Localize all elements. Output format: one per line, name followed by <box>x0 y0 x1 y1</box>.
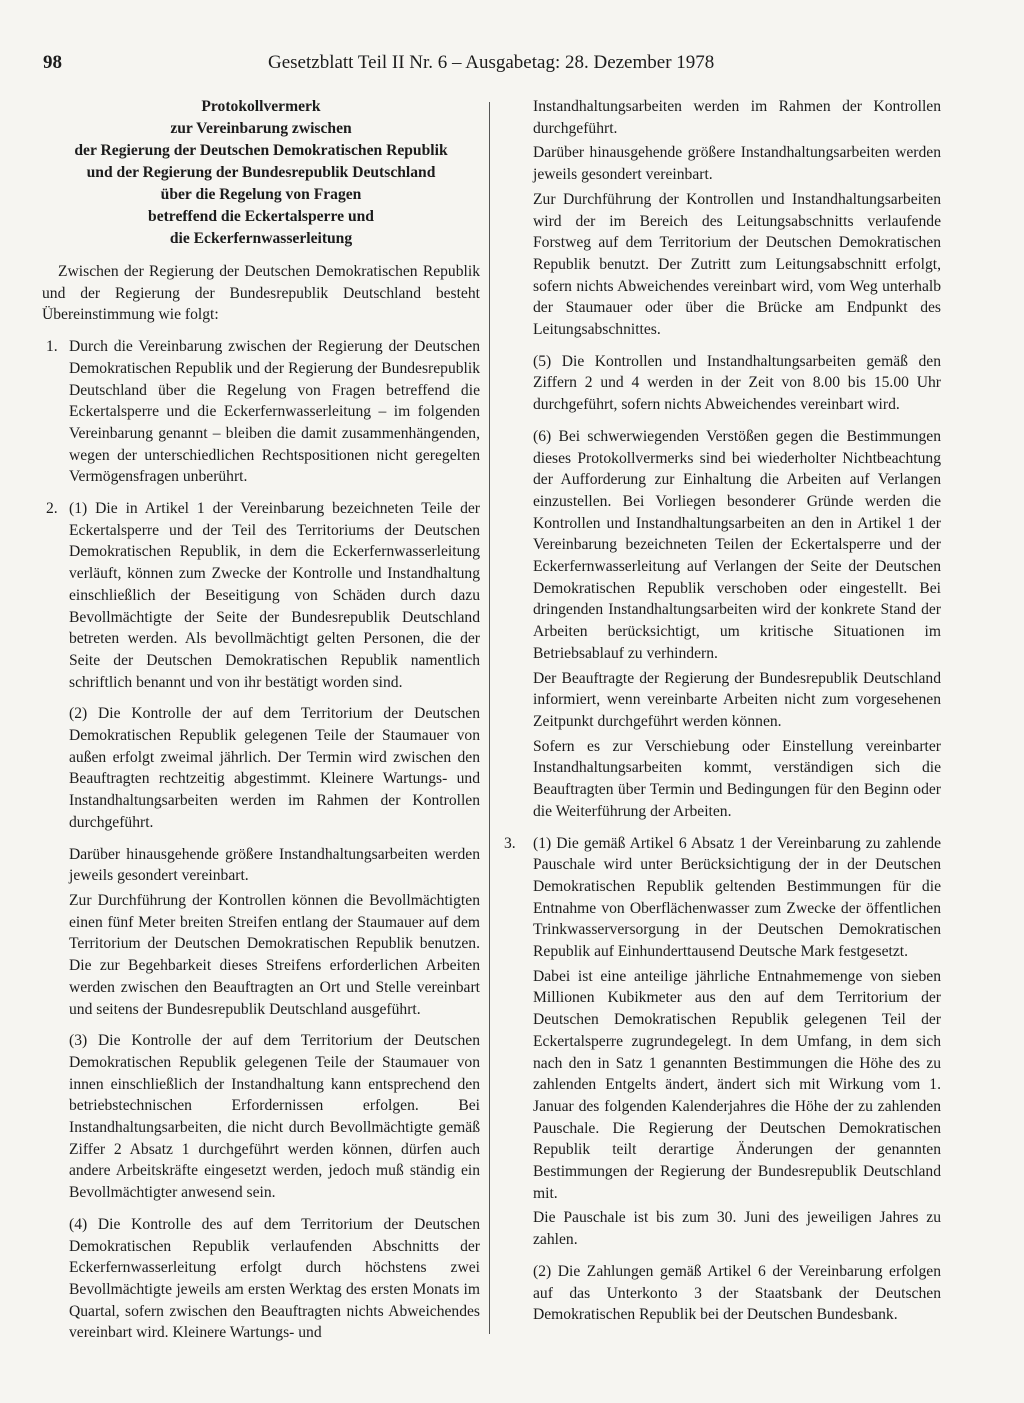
paragraph: Dabei ist eine anteilige jährliche Entnahmemenge von sieben Millionen Kubikmeter aus den auf dem Territorium der Deutschen Demokratischen Republik gelegenen Teil der Eckertalsperre zugrundegelegt. In dem Umfang, in dem sich nach den in Satz 1 genannten Bestimmungen die Höhe des zu zahlenden Entgelts ändert, ändert sich mit Wirkung vom 1. Januar des folgenden Kalenderjahres die Höhe der zu zahlenden Pauschale. Die Regierung der Deutschen Demokratischen Republik teilt derartige Änderungen der genannten Bestimmungen der Regierung der Bundesrepublik Deutschland mit. <box>533 967 941 1202</box>
intro-paragraph: Zwischen der Regierung der Deutschen Demokratischen Republik und der Regierung der Bundesrepublik Deutschland besteht Übereinstimmung wie folgt: <box>42 263 480 324</box>
paragraph: Sofern es zur Verschiebung oder Einstellung vereinbarter Instandhaltungsarbeiten kommt, verständigen sich die Beauftragten über Termin und Bedingungen für den Beginn oder die Weiterführung der Arbeiten. <box>533 737 941 820</box>
paragraph: Darüber hinausgehende größere Instandhaltungsarbeiten werden jeweils gesondert vereinbart. <box>69 845 480 885</box>
title-line: zur Vereinbarung zwischen <box>170 120 352 137</box>
title-line: betreffend die Eckertalsperre und <box>148 208 374 225</box>
title-line: der Regierung der Deutschen Demokratischen Republik <box>74 142 448 159</box>
left-column <box>42 96 480 1354</box>
paragraph: (4) Die Kontrolle des auf dem Territorium der Deutschen Demokratischen Republik verlaufenden Abschnitts der Eckerfernwasserleitung erfolgt durch höchstens zwei Bevollmächtigte jeweils am ersten Werktag des ersten Monats im Quartal, sofern zwischen den Beauftragten nichts Abweichendes vereinbart wird. Kleinere Wartungs- und <box>69 1215 480 1342</box>
document-title <box>42 96 480 250</box>
section-2 <box>42 498 480 1344</box>
section-number: 3. <box>504 834 516 852</box>
title-line: die Eckerfernwasserleitung <box>169 230 353 247</box>
paragraph: (6) Bei schwerwiegenden Verstößen gegen die Bestimmungen dieses Protokollvermerks sind bei wiederholter Nichtbeachtung der Aufforderung zur Einhaltung die Arbeiten auf Verlangen einzustellen. Bei Vorliegen besonderer Gründe werden die Kontrollen und Instandhaltungsarbeiten an den in Artikel 1 der Vereinbarung bezeichneten Teilen der Eckertalsperre und der Eckerfernwasserleitung auf Verlangen der Seite der Deutschen Demokratischen Republik verschoben oder eingestellt. Bei dringenden Instandhaltungsarbeiten wird der konkrete Stand der Arbeiten berücksichtigt, um kritische Situationen im Betriebsablauf zu verhindern. <box>533 427 941 662</box>
title-line: über die Regelung von Fragen <box>160 186 362 203</box>
paragraph: (2) Die Zahlungen gemäß Artikel 6 der Vereinbarung erfolgen auf das Unterkonto 3 der Staatsbank der Deutschen Demokratischen Republik bei der Deutschen Bundesbank. <box>533 1262 941 1324</box>
paragraph: Zur Durchführung der Kontrollen können die Bevollmächtigten einen fünf Meter breiten Streifen entlang der Staumauer auf dem Territorium der Deutschen Demokratischen Republik benutzen. Die zur Begehbarkeit dieses Streifens erforderlichen Arbeiten werden zwischen den Beauftragten an Ort und Stelle vereinbart und seitens der Bundesrepublik Deutschland ausgeführt. <box>69 891 480 1018</box>
paragraph: (2) Die Kontrolle der auf dem Territorium der Deutschen Demokratischen Republik gelegenen Teile der Staumauer von außen erfolgt zweimal jährlich. Der Termin wird zwischen den Beauftragten rechtzeitig abgestimmt. Kleinere Wartungs- und Instandhaltungsarbeiten werden im Rahmen der Kontrollen durchgeführt. <box>69 705 480 831</box>
section-3 <box>506 833 941 1326</box>
paragraph: Darüber hinausgehende größere Instandhaltungsarbeiten werden jeweils gesondert vereinbart. <box>533 144 941 184</box>
title-line: Protokollvermerk <box>201 98 321 115</box>
page-number: 98 <box>43 52 62 73</box>
paragraph: Zur Durchführung der Kontrollen und Instandhaltungsarbeiten wird der im Bereich des Leitungsabschnitts verlaufende Forstweg auf dem Territorium der Deutschen Demokratischen Republik benutzt. Der Zutritt zum Leitungsabschnitt erfolgt, sofern nichts Abweichendes vereinbart wird, vom Weg unterhalb der Staumauer oder über die Brücke am Endpunkt des Leitungsabschnittes. <box>533 190 941 339</box>
paragraph: Durch die Vereinbarung zwischen der Regierung der Deutschen Demokratischen Republik und der Regierung der Bundesrepublik Deutschland über die Regelung von Fragen betreffend die Eckertalsperre und die Eckerfernwasserleitung – im folgenden Vereinbarung genannt – bleiben die damit zusammenhängenden, wegen der unterschiedlichen Rechtspositionen nicht geregelten Vermögensfragen unberührt. <box>69 338 480 486</box>
paragraph: Instandhaltungsarbeiten werden im Rahmen der Kontrollen durchgeführt. <box>533 98 941 137</box>
paragraph: (5) Die Kontrollen und Instandhaltungsarbeiten gemäß den Ziffern 2 und 4 werden in der Zeit von 8.00 bis 15.00 Uhr durchgeführt, sofern nichts Abweichendes vereinbart wird. <box>533 352 941 414</box>
section-number: 2. <box>46 500 58 518</box>
paragraph: Die Pauschale ist bis zum 30. Juni des jeweiligen Jahres zu zahlen. <box>533 1209 941 1249</box>
right-column <box>504 96 941 1336</box>
title-line: und der Regierung der Bundesrepublik Deutschland <box>86 164 436 181</box>
section-1 <box>42 336 480 488</box>
running-title: Gesetzblatt Teil II Nr. 6 – Ausgabetag: 28. Dezember 1978 <box>268 52 715 73</box>
section-number: 1. <box>46 338 58 356</box>
column-divider <box>489 102 490 1334</box>
page-header <box>43 52 943 78</box>
paragraph: (3) Die Kontrolle der auf dem Territorium der Deutschen Demokratischen Republik gelegenen Teile der Staumauer von innen einschließlich der Instandhaltung kann entsprechend den betriebstechnischen Erfordernissen erfolgen. Bei Instandhaltungsarbeiten, die nicht durch Bevollmächtigte gemäß Ziffer 2 Absatz 1 durchgeführt werden können, dürfen auch andere Arbeitskräfte eingesetzt werden, jedoch muß ständig ein Bevollmächtigter anwesend sein. <box>69 1032 480 1202</box>
paragraph: (1) Die gemäß Artikel 6 Absatz 1 der Vereinbarung zu zahlende Pauschale wird unter Berücksichtigung der in der Deutschen Demokratischen Republik geltenden Bestimmungen für die Entnahme von Oberflächenwasser zum Zwecke der öffentlichen Trinkwasserversorgung in der Deutschen Demokratischen Republik auf Einhunderttausend Deutsche Mark festgesetzt. <box>533 834 941 961</box>
paragraph: Der Beauftragte der Regierung der Bundesrepublik Deutschland informiert, wenn vereinbarte Arbeiten nicht zum vorgesehenen Zeitpunkt durchgeführt werden können. <box>533 669 941 730</box>
paragraph: (1) Die in Artikel 1 der Vereinbarung bezeichneten Teile der Eckertalsperre und der Teil des Territoriums der Deutschen Demokratischen Republik, in dem die Eckerfernwasserleitung verläuft, können zum Zwecke der Kontrolle und Instandhaltung einschließlich der Beseitigung von Schäden durch dazu Bevollmächtigte der Seite der Bundesrepublik Deutschland betreten werden. Als bevollmächtigt gelten Personen, die der Seite der Deutschen Demokratischen Republik namentlich schriftlich benannt und von ihr bestätigt worden sind. <box>69 500 480 691</box>
